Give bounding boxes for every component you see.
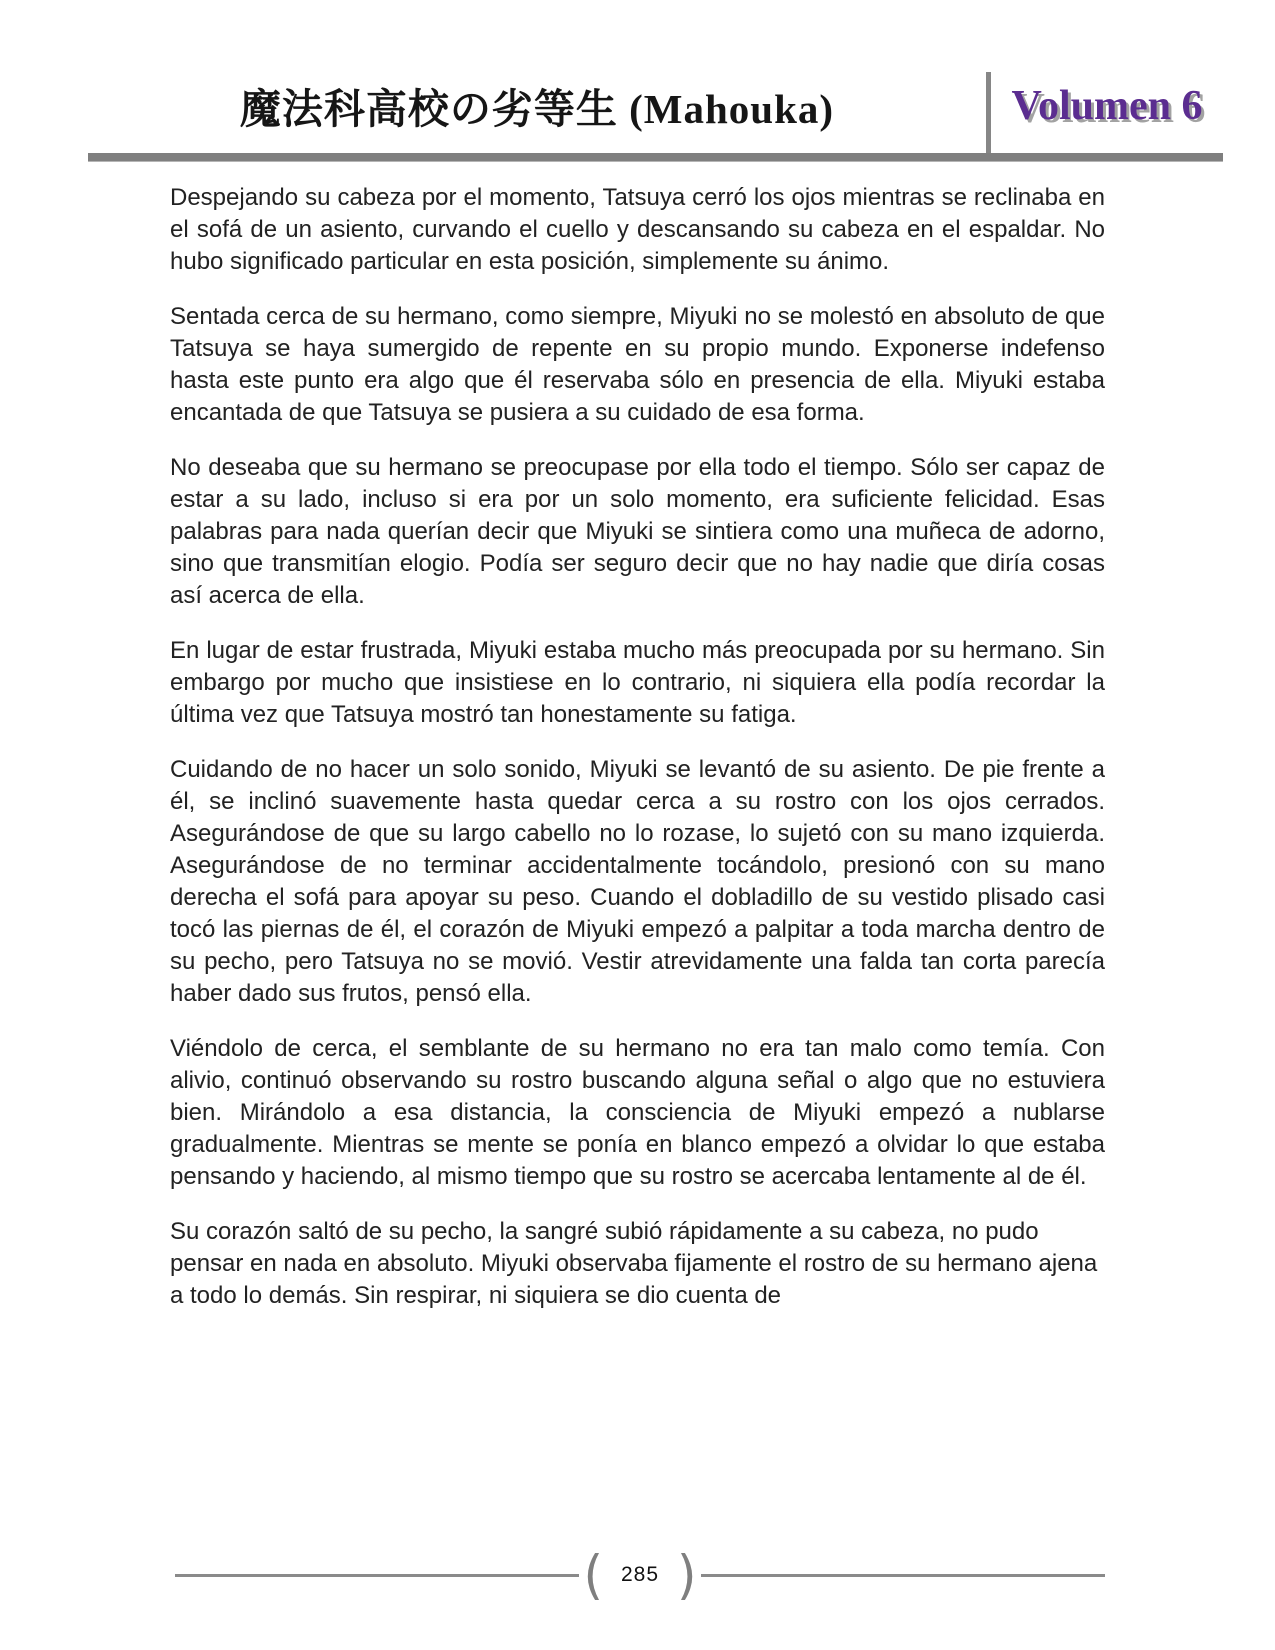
paragraph: Cuidando de no hacer un solo sonido, Miyuki se levantó de su asiento. De pie frente a él, se inclinó suavemente hasta quedar cerca a su rostro con los ojos cerrados. Asegurándose de que su largo cabello no lo rozase, lo sujetó con su mano izquierda. Asegurándose de no terminar accidentalmente tocándolo, presionó con su mano derecha el sofá para apoyar su peso. Cuando el dobladillo de su vestido plisado casi tocó las piernas de él, el corazón de Miyuki empezó a palpitar a toda marcha dentro de su pecho, pero Tatsuya no se movió. Vestir atrevidamente una falda tan corta parecía haber dado sus frutos, pensó ella. [170,756,1105,1007]
footer-line-right [701,1574,1105,1577]
paragraph: En lugar de estar frustrada, Miyuki estaba mucho más preocupada por su hermano. Sin embargo por mucho que insistiese en lo contrario, ni siquiera ella podía recordar la última vez que Tatsuya mostró tan honestamente su fatiga. [170,637,1105,728]
page-number-group [579,1544,700,1606]
page-title: 魔法科高校の劣等生 (Mahouka) [239,86,835,132]
header-volume-area [991,58,1223,153]
header-title-area [88,58,986,153]
footer-line-left [175,1574,579,1577]
volume-label: Volumen 6 [1011,82,1203,129]
page-number-bracket-right-icon: ) [677,1544,697,1606]
paragraph: Su corazón saltó de su pecho, la sangré subió rápidamente a su cabeza, no pudo pensar en nada en absoluto. Miyuki observaba fijamente el rostro de su hermano ajena a todo lo demás. Sin respirar, ni siquiera se dio cuenta de [170,1218,1098,1309]
page-number-bracket-left-icon: ( [583,1544,603,1606]
body-text [170,182,1105,1335]
paragraph: Viéndolo de cerca, el semblante de su hermano no era tan malo como temía. Con alivio, continuó observando su rostro buscando alguna señal o algo que no estuviera bien. Mirándolo a esa distancia, la consciencia de Miyuki empezó a nublarse gradualmente. Mientras se mente se ponía en blanco empezó a olvidar lo que estaba pensando y haciendo, al mismo tiempo que su rostro se acercaba lentamente al de él. [170,1035,1105,1190]
page-footer [175,1546,1105,1604]
header-horizontal-rule [88,153,1223,162]
paragraph: Sentada cerca de su hermano, como siempre, Miyuki no se molestó en absoluto de que Tatsuya se haya sumergido de repente en su propio mundo. Exponerse indefenso hasta este punto era algo que él reservaba sólo en presencia de ella. Miyuki estaba encantada de que Tatsuya se pusiera a su cuidado de esa forma. [170,303,1105,426]
paragraph: Despejando su cabeza por el momento, Tatsuya cerró los ojos mientras se reclinaba en el sofá de un asiento, curvando el cuello y descansando su cabeza en el espaldar. No hubo significado particular en esta posición, simplemente su ánimo. [170,184,1105,275]
page-header [88,58,1223,153]
paragraph: No deseaba que su hermano se preocupase por ella todo el tiempo. Sólo ser capaz de estar a su lado, incluso si era por un solo momento, era suficiente felicidad. Esas palabras para nada querían decir que Miyuki se sintiera como una muñeca de adorno, sino que transmitían elogio. Podía ser seguro decir que no hay nadie que diría cosas así acerca de ella. [170,454,1105,609]
page-number: 285 [620,1563,660,1586]
